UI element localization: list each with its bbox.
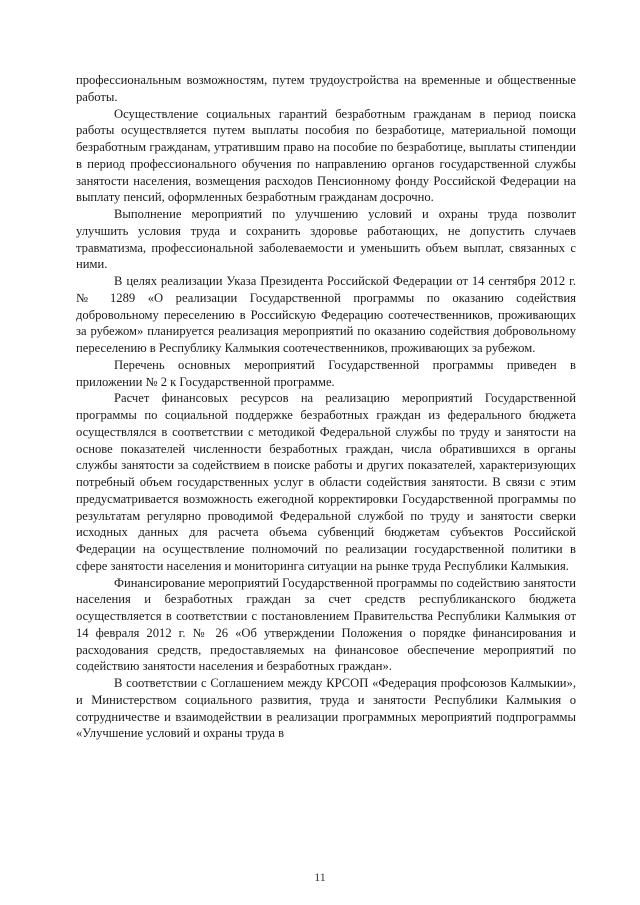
paragraph: Выполнение мероприятий по улучшению условий и охраны труда позволит улучшить условия труда и сохранить здоровье работающих, не допустить случаев травматизма, профессиональной заболеваемости и уменьшить объем выплат, связанных с ними. <box>76 207 576 272</box>
body-text <box>76 72 576 742</box>
paragraph: Перечень основных мероприятий Государственной программы приведен в приложении № 2 к Государственной программе. <box>76 357 576 389</box>
paragraph: профессиональным возможностям, путем трудоустройства на временные и общественные работы. <box>76 73 576 104</box>
page-number: 11 <box>314 870 326 884</box>
paragraph: Финансирование мероприятий Государственной программы по содействию занятости населения и безработных граждан за счет средств республиканского бюджета осуществляется в соответствии с постановлением Правительства Республики Калмыкия от 14 февраля 2012 г. № 26 «Об утверждении Положения о порядке финансирования и расходования средств, предоставляемых на финансовое обеспечение мероприятий по содействию занятости населения и безработных граждан». <box>76 575 576 674</box>
paragraph: В соответствии с Соглашением между КРСОП «Федерация профсоюзов Калмыкии», и Министерством социального развития, труда и занятости Республики Калмыкия о сотрудничестве и взаимодействии в реализации программных мероприятий подпрограммы «Улучшение условий и охраны труда в <box>76 676 576 741</box>
paragraph: В целях реализации Указа Президента Российской Федерации от 14 сентября 2012 г. № 1289 «О реализации Государственной программы по оказанию содействия добровольному переселению в Российскую Федерацию соотечественников, проживающих за рубежом» планируется реализация мероприятий по оказанию содействия добровольному переселению в Республику Калмыкия соотечественников, проживающих за рубежом. <box>76 274 576 355</box>
paragraph: Осуществление социальных гарантий безработным гражданам в период поиска работы осуществляется путем выплаты пособия по безработице, материальной помощи безработным гражданам, утратившим право на пособие по безработице, выплаты стипендии в период профессионального обучения по направлению органов государственной службы занятости населения, возмещения расходов Пенсионному фонду Российской Федерации на выплату пенсий, оформленных безработным гражданам досрочно. <box>76 106 576 205</box>
paragraph: Расчет финансовых ресурсов на реализацию мероприятий Государственной программы по социальной поддержке безработных граждан из федерального бюджета осуществлялся в соответствии с методикой Федеральной службы по труду и занятости на основе показателей численности безработных граждан, числа обратившихся в органы службы занятости за содействием в поиске работы и других показателей, характеризующих потребный объем государственных услуг в области содействия занятости. В связи с этим предусматривается возможность ежегодной корректировки Государственной программы по результатам регулярно проводимой Федеральной службой по труду и занятости сверки исходных данных для расчета объема субвенций бюджетам субъектов Российской Федерации на осуществление полномочий по реализации государственной политики в сфере занятости населения и мониторинга ситуации на рынке труда Республики Калмыкия. <box>76 391 576 573</box>
